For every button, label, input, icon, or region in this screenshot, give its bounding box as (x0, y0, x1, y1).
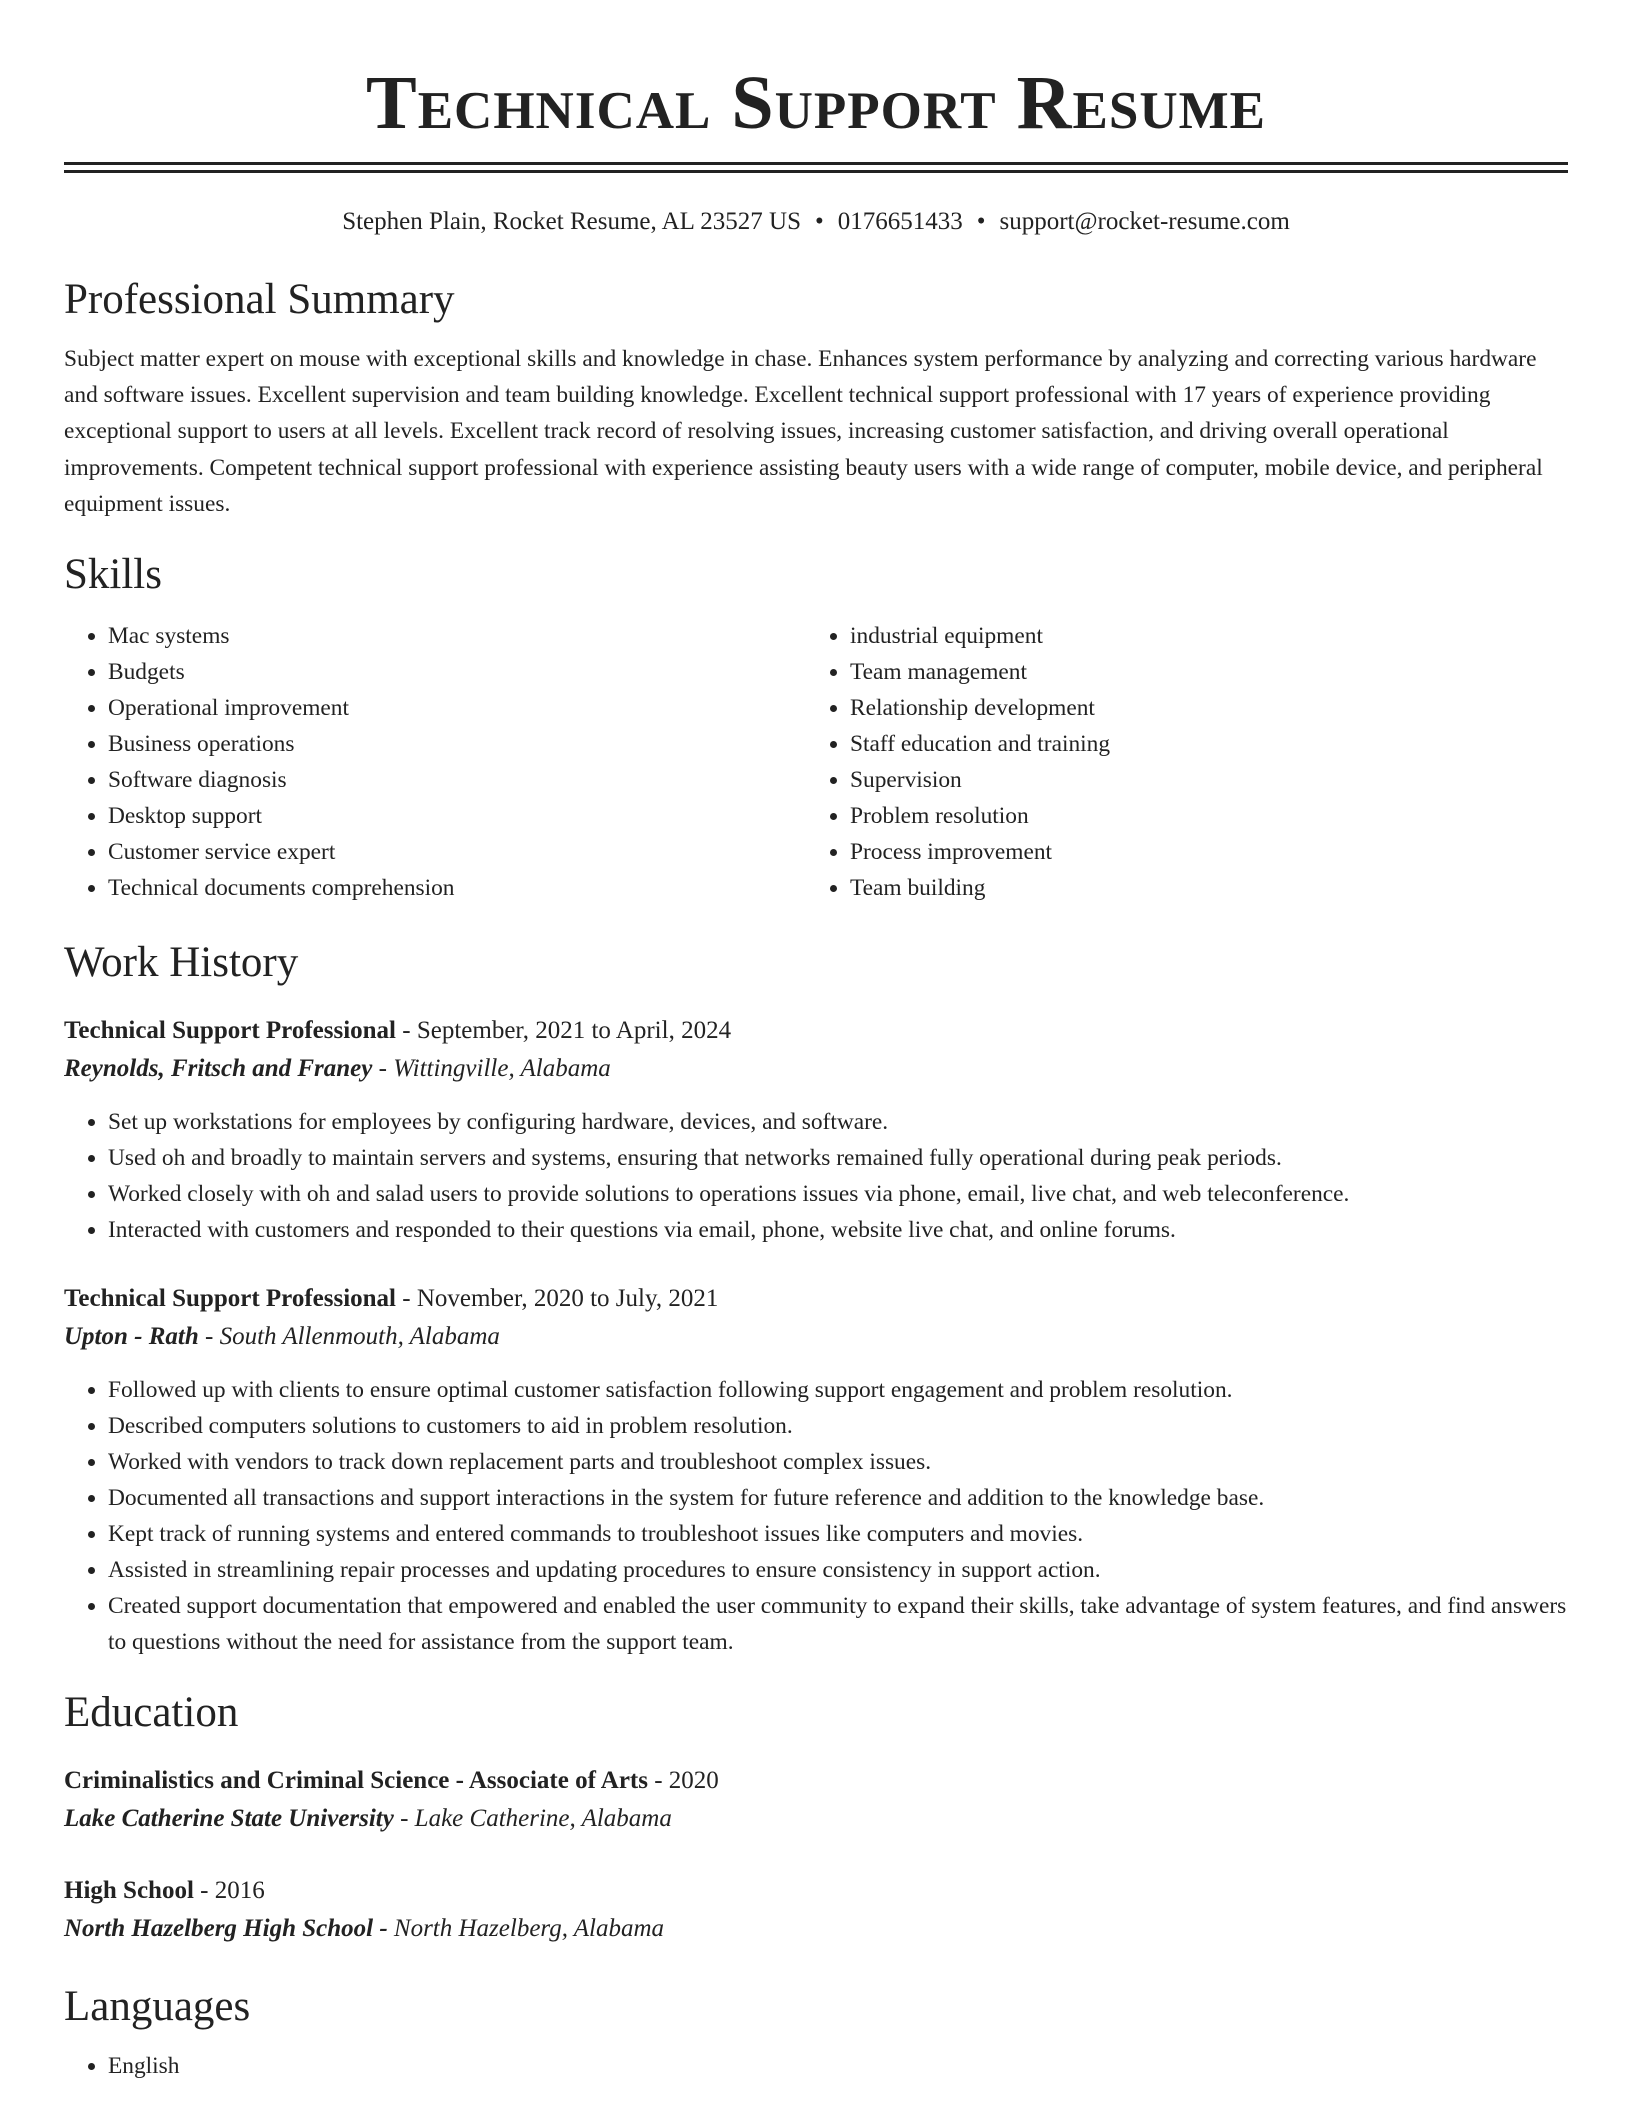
job-bullet: • Assisted in streamlining repair processes and updating procedures to ensure consistency in support action. (108, 1552, 1568, 1588)
contact-address: Stephen Plain, Rocket Resume, AL 23527 US (342, 208, 801, 235)
job-location: - Wittingville, Alabama (372, 1055, 611, 1083)
job-bullet-list (64, 1372, 1568, 1660)
skill-item: • Process improvement (850, 834, 1110, 870)
job-location: - South Allenmouth, Alabama (198, 1323, 500, 1351)
section-heading-work-history: Work History (64, 939, 299, 987)
skill-item: • Staff education and training (850, 726, 1110, 762)
skill-item: • Desktop support (108, 798, 806, 834)
bullet-separator: • (976, 208, 986, 235)
education-degree-line (64, 1762, 1568, 1800)
skill-item: • Software diagnosis (108, 762, 806, 798)
education-location: - Lake Catherine, Alabama (393, 1805, 672, 1833)
job-company-line (64, 1318, 1568, 1356)
section-heading-skills: Skills (64, 551, 162, 599)
contact-email: support@rocket-resume.com (999, 208, 1290, 235)
skill-item: • Problem resolution (850, 798, 1110, 834)
job-bullet: • Worked closely with oh and salad users to provide solutions to operations issues via phone, email, live chat, and web teleconference. (108, 1176, 1568, 1212)
section-heading-summary: Professional Summary (64, 276, 455, 323)
skill-item: • Team management (850, 654, 1110, 690)
job-company: Reynolds, Fritsch and Franey (64, 1055, 373, 1083)
education-degree: Criminalistics and Criminal Science - Associate of Arts (64, 1767, 648, 1795)
skills-column-right (806, 618, 1110, 906)
skill-item: • Supervision (850, 762, 1110, 798)
education-degree-line (64, 1872, 1568, 1910)
education-school: Lake Catherine State University (64, 1805, 394, 1833)
education-school-line (64, 1800, 1568, 1838)
title-double-rule (64, 162, 1568, 173)
skill-item: • Budgets (108, 654, 806, 690)
job-company-line (64, 1050, 1568, 1088)
job-bullet: • Interacted with customers and responded to their questions via email, phone, website live chat, and online forums. (108, 1212, 1568, 1248)
skills-list-left (64, 618, 806, 906)
skill-item: • Team building (850, 870, 1110, 906)
education-school-line (64, 1910, 1568, 1948)
job-title: Technical Support Professional (64, 1285, 396, 1313)
job-entry (64, 1280, 1568, 1660)
job-dates: - November, 2020 to July, 2021 (396, 1285, 719, 1313)
job-bullet: • Described computers solutions to customers to aid in problem resolution. (108, 1408, 1568, 1444)
resume-title: Technical Support Resume (366, 61, 1266, 145)
resume-page (64, 0, 1568, 2084)
skill-item: • Operational improvement (108, 690, 806, 726)
job-title: Technical Support Professional (64, 1017, 396, 1045)
education-year: - 2016 (193, 1877, 265, 1905)
summary-text: Subject matter expert on mouse with exceptional skills and knowledge in chase. Enhances system performance by analyzing and correcting various hardware and software issues. Excellent supervision and team building knowledge. Excellent technical support professional with 17 years of experience providing exceptional support to users at all levels. Excellent track record of resolving issues, increasing customer satisfaction, and driving overall operational improvements. Competent technical support professional with experience assisting beauty users with a wide range of computer, mobile device, and peripheral equipment issues. (64, 346, 1543, 517)
job-bullet: • Set up workstations for employees by configuring hardware, devices, and software. (108, 1104, 1568, 1140)
skills-column-left (64, 618, 806, 906)
section-heading-languages: Languages (64, 1983, 251, 2031)
job-bullet: • Documented all transactions and support interactions in the system for future reference and addition to the knowledge base. (108, 1480, 1568, 1516)
skills-list-right (806, 618, 1110, 906)
job-bullet: • Followed up with clients to ensure optimal customer satisfaction following support engagement and problem resolution. (108, 1372, 1568, 1408)
skills-columns (64, 618, 1568, 906)
skill-item: • industrial equipment (850, 618, 1110, 654)
skill-item: • Technical documents comprehension (108, 870, 806, 906)
languages-list (64, 2048, 1568, 2084)
skill-item: • Business operations (108, 726, 806, 762)
job-bullet-list (64, 1104, 1568, 1248)
contact-phone: 0176651433 (837, 208, 963, 235)
education-entry (64, 1762, 1568, 1838)
language-item: • English (108, 2048, 1568, 2084)
skill-item: • Relationship development (850, 690, 1110, 726)
education-year: - 2020 (647, 1767, 719, 1795)
contact-line (64, 205, 1568, 239)
job-title-line (64, 1012, 1568, 1050)
job-entry (64, 1012, 1568, 1248)
job-title-line (64, 1280, 1568, 1318)
education-school: North Hazelberg High School - (64, 1915, 388, 1943)
education-entry (64, 1872, 1568, 1948)
job-dates: - September, 2021 to April, 2024 (396, 1017, 732, 1045)
education-degree: High School (64, 1877, 194, 1905)
job-bullet: • Created support documentation that empowered and enabled the user community to expand their skills, take advantage of system features, and find answers to questions without the need for assistance from the support team. (108, 1588, 1568, 1660)
bullet-separator: • (814, 208, 824, 235)
job-bullet: • Kept track of running systems and entered commands to troubleshoot issues like computers and movies. (108, 1516, 1568, 1552)
education-location: North Hazelberg, Alabama (387, 1915, 665, 1943)
section-heading-education: Education (64, 1689, 239, 1737)
job-bullet: • Used oh and broadly to maintain servers and systems, ensuring that networks remained fully operational during peak periods. (108, 1140, 1568, 1176)
skill-item: • Customer service expert (108, 834, 806, 870)
job-company: Upton - Rath (64, 1323, 199, 1351)
skill-item: • Mac systems (108, 618, 806, 654)
job-bullet: • Worked with vendors to track down replacement parts and troubleshoot complex issues. (108, 1444, 1568, 1480)
